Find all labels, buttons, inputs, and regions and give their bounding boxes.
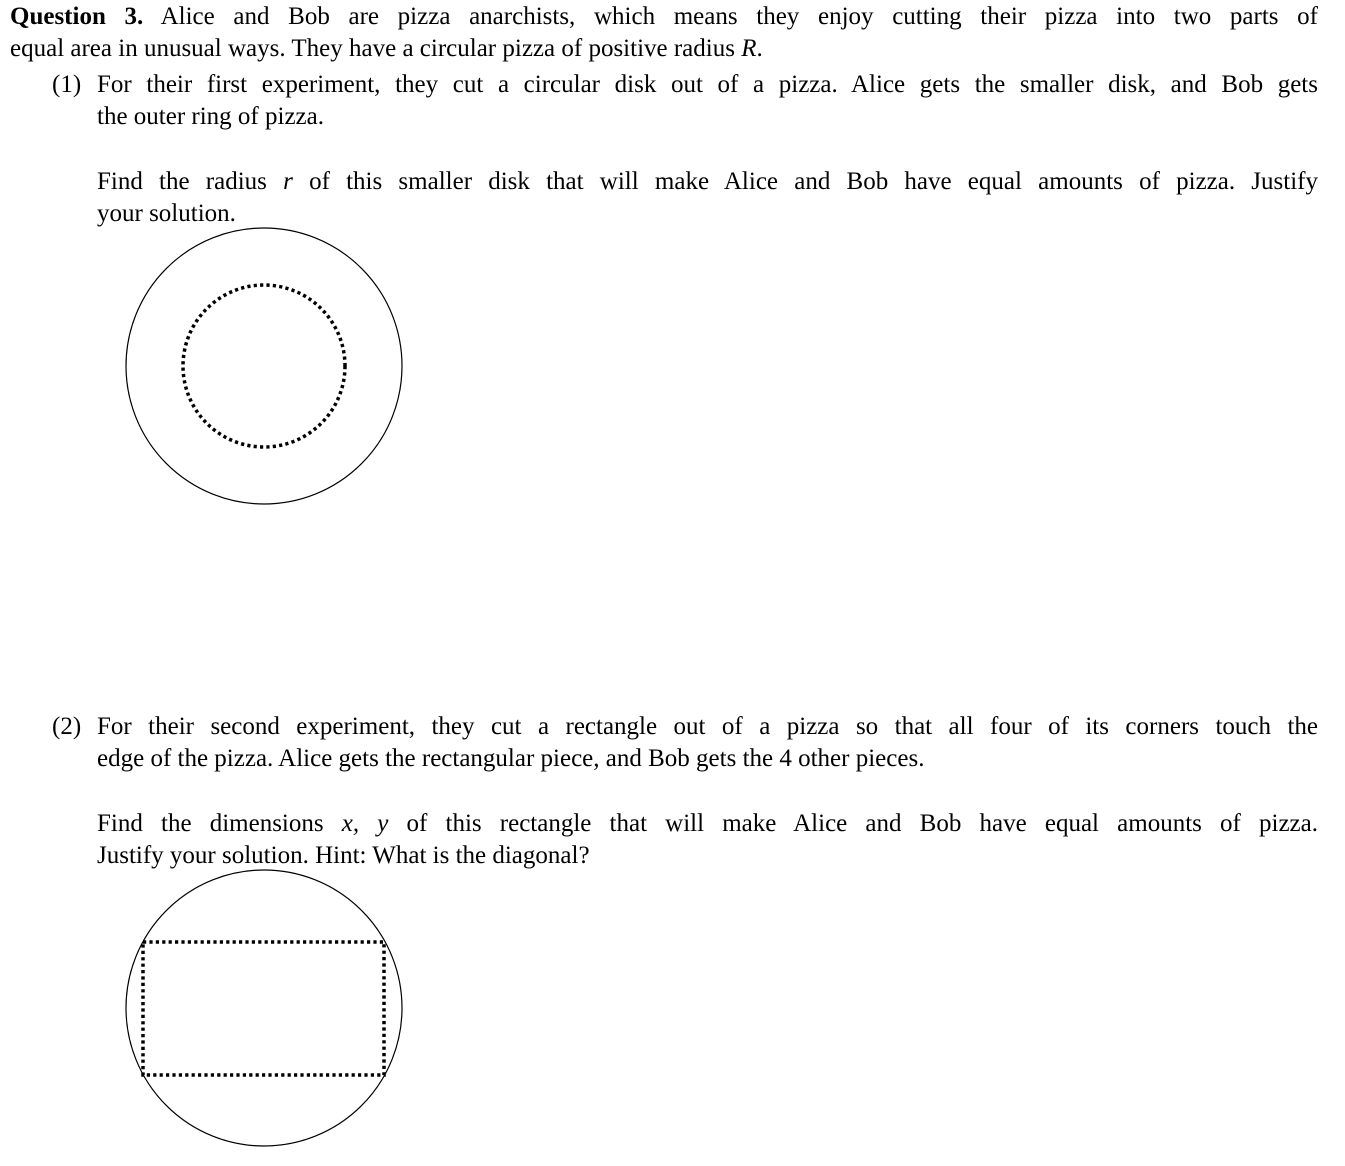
intro-end: . — [756, 34, 763, 62]
t: of this smaller disk that will make Alice and Bob have equal amounts of pizza. Justify — [292, 168, 1318, 195]
part-1-line2: the outer ring of pizza. — [97, 102, 324, 130]
inner-disk-dotted — [183, 285, 345, 447]
part-1-line1: For their first experiment, they cut a circular disk out of a pizza. Alice gets the smaller disk, and Bob gets — [97, 71, 1318, 98]
intro-var: R — [741, 34, 757, 62]
pizza-circle — [126, 870, 402, 1146]
question-label: Question 3. — [10, 3, 144, 30]
diagram-rectangle — [126, 870, 402, 1146]
part-1-number: (1) — [52, 71, 82, 98]
part-2-line2: edge of the pizza. Alice gets the rectangular piece, and Bob gets the 4 other pieces. — [97, 744, 925, 772]
t: of this rectangle that will make Alice and Bob have equal amounts of pizza. — [388, 810, 1318, 837]
var-r: r — [283, 168, 293, 195]
t: Justify your solution. Hint: What is the diagonal? — [97, 841, 590, 869]
part-2-number: (2) — [52, 713, 82, 740]
intro-text-2: equal area in unusual ways. They have a circular pizza of positive radius — [10, 34, 742, 62]
t: your solution. — [97, 199, 236, 227]
t: Find the dimensions — [97, 810, 342, 837]
inscribed-rectangle-dotted — [143, 942, 384, 1075]
t: Find the radius — [97, 168, 284, 195]
intro-text: Alice and Bob are pizza anarchists, which means they enjoy cutting their pizza into two parts of — [160, 3, 1319, 30]
pizza-circle — [126, 228, 402, 504]
part-2-line1: For their second experiment, they cut a rectangle out of a pizza so that all four of its corners touch the — [97, 713, 1318, 740]
var-xy: x, y — [341, 810, 389, 837]
diagram-disk — [126, 228, 402, 504]
